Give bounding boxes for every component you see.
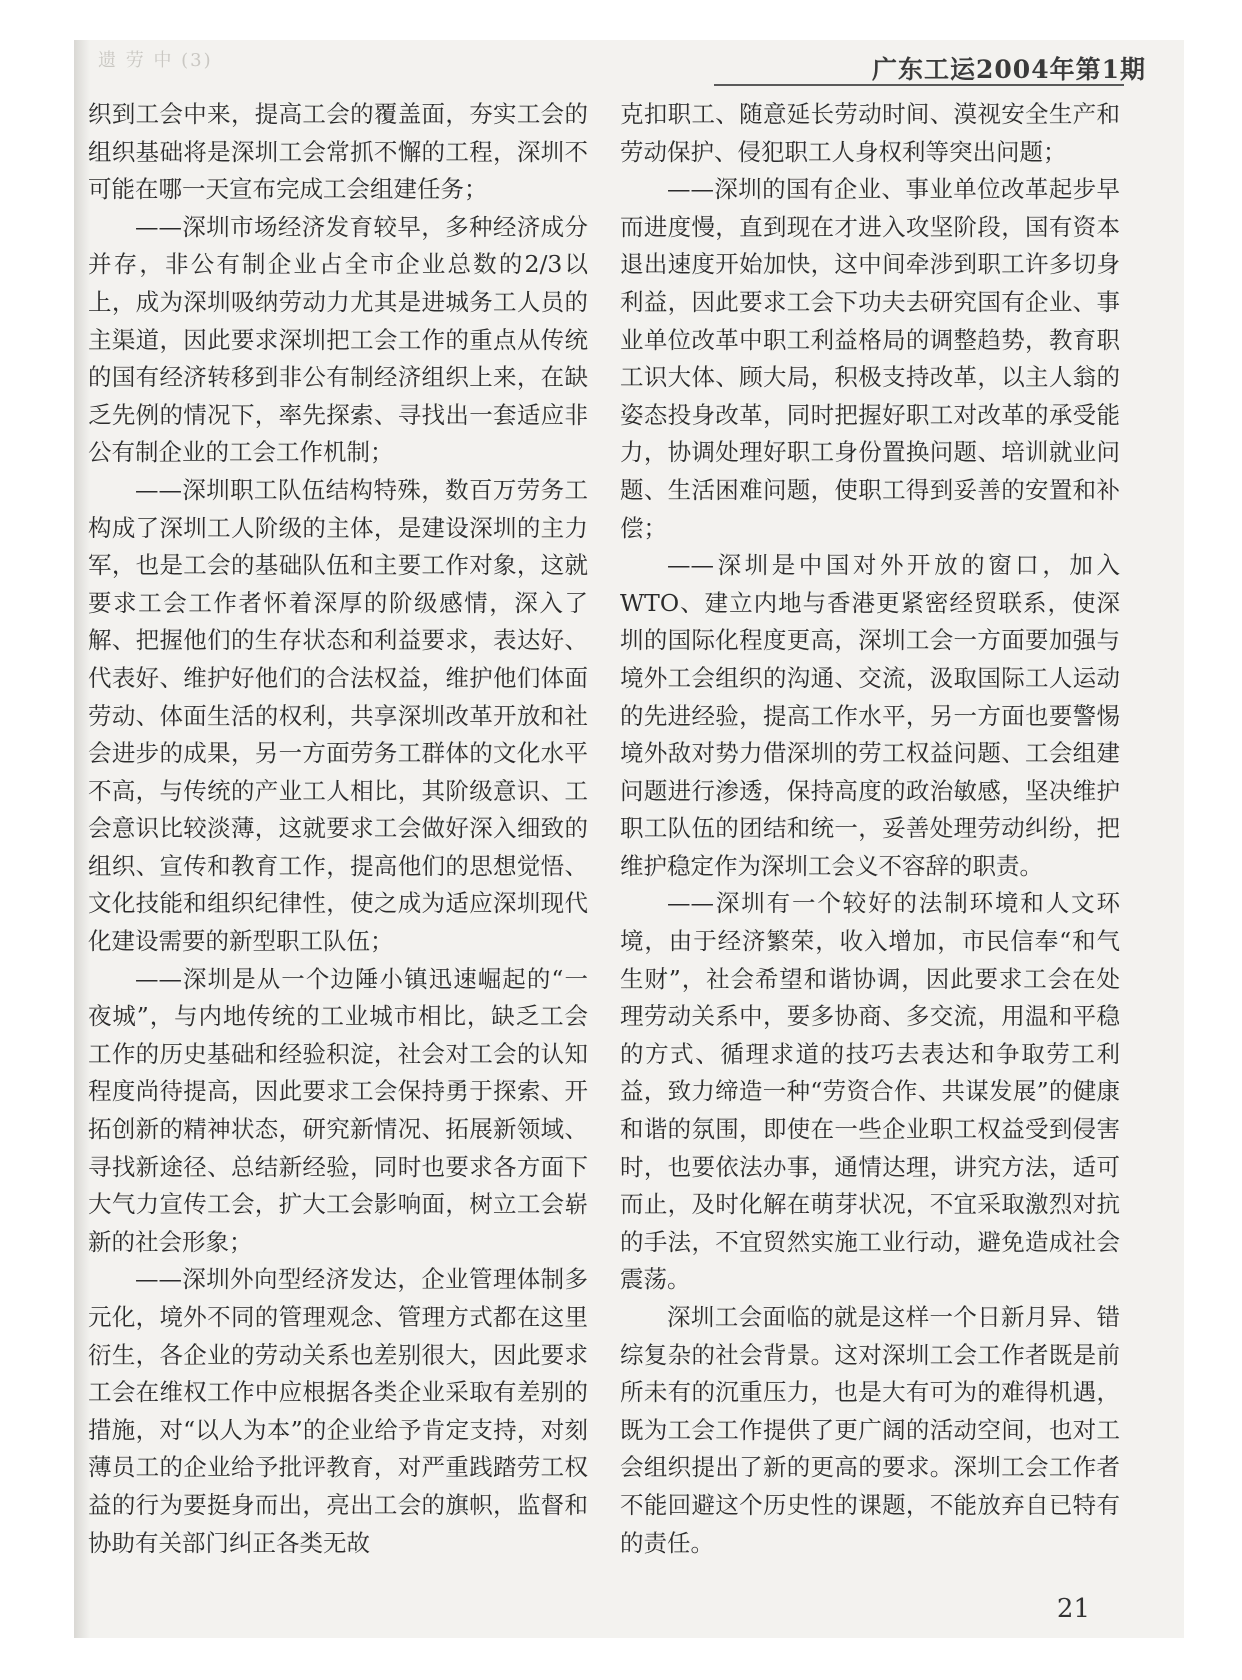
page-number: 21 bbox=[1056, 1594, 1090, 1624]
header-rule bbox=[714, 84, 1124, 86]
paragraph: ——深圳是从一个边陲小镇迅速崛起的“一夜城”，与内地传统的工业城市相比，缺乏工会工作的历史基础和经验积淀，社会对工会的认知程度尚待提高，因此要求工会保持勇于探索、开拓创新的精神状态，研究新情况、拓展新领域、寻找新途径、总结新经验，同时也要求各方面下大气力宣传工会，扩大工会影响面，树立工会崭新的社会形象； bbox=[88, 964, 588, 1256]
paragraph: ——深圳外向型经济发达，企业管理体制多元化，境外不同的管理观念、管理方式都在这里衍生，各企业的劳动关系也差别很大，因此要求工会在维权工作中应根据各类企业采取有差别的措施，对“以人为本”的企业给予肯定支持，对刻薄员工的企业给予批评教育，对严重践踏劳工权益的行为要挺身而出，亮出工会的旗帜，监督和协助有关部门纠正各类无故 bbox=[88, 1265, 588, 1557]
paragraph-continuation: 织到工会中来，提高工会的覆盖面，夯实工会的组织基础将是深圳工会常抓不懈的工程，深圳不可能在哪一天宣布完成工会组建任务； bbox=[88, 100, 588, 204]
paragraph-continuation: 克扣职工、随意延长劳动时间、漠视安全生产和劳动保护、侵犯职工人身权利等突出问题； bbox=[620, 100, 1120, 166]
paragraph: ——深圳是中国对外开放的窗口，加入WTO、建立内地与香港更紧密经贸联系，使深圳的国际化程度更高，深圳工会一方面要加强与境外工会组织的沟通、交流，汲取国际工人运动的先进经验，提高工作水平，另一方面也要警惕境外敌对势力借深圳的劳工权益问题、工会组建问题进行渗透，保持高度的政治敏感，坚决维护职工队伍的团结和统一，妥善处理劳动纠纷，把维护稳定作为深圳工会义不容辞的职责。 bbox=[620, 551, 1120, 880]
paragraph: ——深圳职工队伍结构特殊，数百万劳务工构成了深圳工人阶级的主体，是建设深圳的主力军，也是工会的基础队伍和主要工作对象，这就要求工会工作者怀着深厚的阶级感情，深入了解、把握他们的生存状态和利益要求，表达好、代表好、维护好他们的合法权益，维护他们体面劳动、体面生活的权利，共享深圳改革开放和社会进步的成果，另一方面劳务工群体的文化水平不高，与传统的产业工人相比，其阶级意识、工会意识比较淡薄，这就要求工会做好深入细致的组织、宣传和教育工作，提高他们的思想觉悟、文化技能和组织纪律性，使之成为适应深圳现代化建设需要的新型职工队伍； bbox=[88, 475, 588, 956]
bleed-through-text: 遗 劳 中 (3) bbox=[98, 50, 213, 71]
paragraph: ——深圳有一个较好的法制环境和人文环境，由于经济繁荣，收入增加，市民信奉“和气生财”，社会希望和谐协调，因此要求工会在处理劳动关系中，要多协商、多交流，用温和平稳的方式、循理求道的技巧去表达和争取劳工利益，致力缔造一种“劳资合作、共谋发展”的健康和谐的氛围，即使在一些企业职工权益受到侵害时，也要依法办事，通情达理，讲究方法，适可而止，及时化解在萌芽状况，不宜采取激烈对抗的手法，不宜贸然实施工业行动，避免造成社会震荡。 bbox=[620, 889, 1120, 1294]
journal-page bbox=[74, 40, 1184, 1638]
left-column bbox=[88, 96, 588, 1562]
paragraph: 深圳工会面临的就是这样一个日新月异、错综复杂的社会背景。这对深圳工会工作者既是前所未有的沉重压力，也是大有可为的难得机遇，既为工会工作提供了更广阔的活动空间，也对工会组织提出了新的更高的要求。深圳工会工作者不能回避这个历史性的课题，不能放弃自已特有的责任。 bbox=[620, 1303, 1120, 1557]
paragraph: ——深圳的国有企业、事业单位改革起步早而进度慢，直到现在才进入攻坚阶段，国有资本退出速度开始加快，这中间牵涉到职工许多切身利益，因此要求工会下功夫去研究国有企业、事业单位改革中职工利益格局的调整趋势，教育职工识大体、顾大局，积极支持改革，以主人翁的姿态投身改革，同时把握好职工对改革的承受能力，协调处理好职工身份置换问题、培训就业问题、生活困难问题，使职工得到妥善的安置和补偿； bbox=[620, 175, 1120, 542]
paragraph: ——深圳市场经济发育较早，多种经济成分并存，非公有制企业占全市企业总数的2/3以上，成为深圳吸纳劳动力尤其是进城务工人员的主渠道，因此要求深圳把工会工作的重点从传统的国有经济转移到非公有制经济组织上来，在缺乏先例的情况下，率先探索、寻找出一套适应非公有制企业的工会工作机制； bbox=[88, 212, 588, 467]
right-column bbox=[620, 96, 1120, 1562]
running-header: 广东工运2004年第1期 bbox=[872, 55, 1146, 84]
